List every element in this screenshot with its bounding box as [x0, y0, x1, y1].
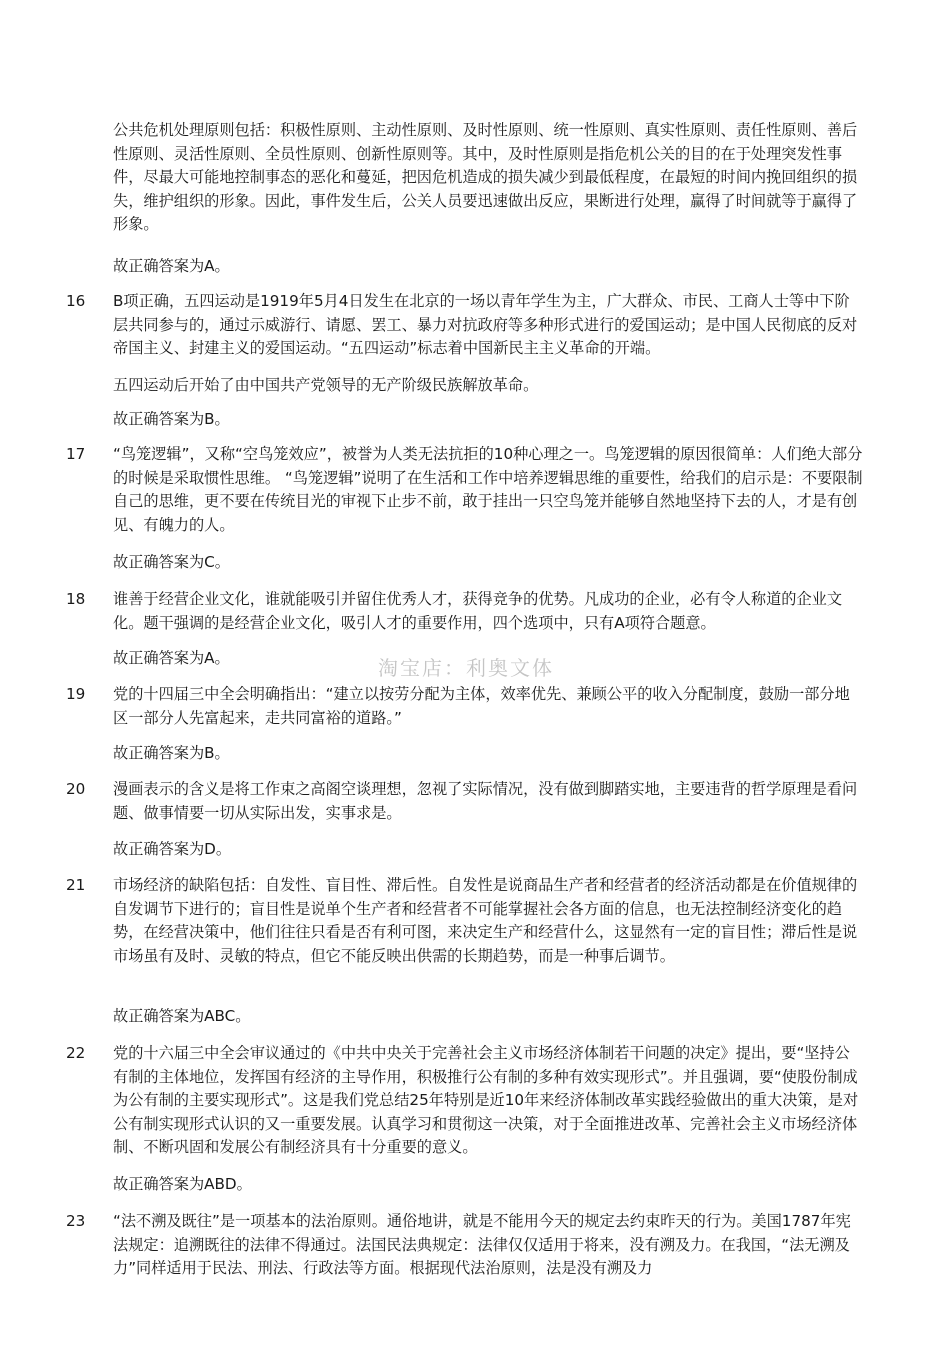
question-number-22: 22	[66, 1044, 86, 1062]
question-number-20: 20	[66, 780, 86, 798]
explanation-19: 党的十四届三中全会明确指出：“建立以按劳分配为主体，效率优先、兼顾公平的收入分配制度，鼓励一部分地区一部分人先富起来，走共同富裕的道路。”	[113, 685, 850, 727]
question-number-17: 17	[66, 445, 86, 463]
explanation-18: 谁善于经营企业文化，谁就能吸引并留住优秀人才，获得竞争的优势。凡成功的企业，必有令人称道的企业文化。题干强调的是经营企业文化，吸引人才的重要作用，四个选项中，只有A项符合题意。	[113, 590, 842, 632]
question-number-21: 21	[66, 876, 86, 894]
answer-20: 故正确答案为D。	[113, 840, 232, 858]
explanation-17: “鸟笼逻辑”，又称“空鸟笼效应”，被誉为人类无法抗拒的10种心理之一。鸟笼逻辑的原因很简单：人们绝大部分的时候是采取惯性思维。 “鸟笼逻辑”说明了在生活和工作中培养逻辑思维的重要性，给我们的启示是：不要限制自己的思维，更不要在传统目光的审视下止步不前，敢于挂出一只空鸟笼并能够自然地坚持下去的人，才是有创见、有魄力的人。	[113, 445, 863, 534]
explanation-20: 漫画表示的含义是将工作束之高阁空谈理想，忽视了实际情况，没有做到脚踏实地，主要违背的哲学原理是看问题、做事情要一切从实际出发，实事求是。	[113, 780, 858, 822]
answer-19: 故正确答案为B。	[113, 744, 230, 762]
answer-16: 故正确答案为B。	[113, 410, 230, 428]
watermark: 淘宝店：利奥文体	[378, 656, 554, 680]
explanation-23: “法不溯及既往”是一项基本的法治原则。通俗地讲，就是不能用今天的规定去约束昨天的行为。美国1787年宪法规定：追溯既往的法律不得通过。法国民法典规定：法律仅仅适用于将来，没有溯及力。在我国，“法无溯及力”同样适用于民法、刑法、行政法等方面。根据现代法治原则，法是没有溯及力	[113, 1212, 851, 1277]
question-number-18: 18	[66, 590, 86, 608]
intro-paragraph: 公共危机处理原则包括：积极性原则、主动性原则、及时性原则、统一性原则、真实性原则、责任性原则、善后性原则、灵活性原则、全员性原则、创新性原则等。其中，及时性原则是指危机公关的目的在于处理突发性事件，尽最大可能地控制事态的恶化和蔓延，把因危机造成的损失减少到最低程度，在最短的时间内挽回组织的损失，维护组织的形象。因此，事件发生后，公关人员要迅速做出反应，果断进行处理，赢得了时间就等于赢得了形象。	[113, 121, 858, 233]
answer-21: 故正确答案为ABC。	[113, 1007, 251, 1025]
question-number-23: 23	[66, 1212, 86, 1230]
explanation-21: 市场经济的缺陷包括：自发性、盲目性、滞后性。自发性是说商品生产者和经营者的经济活动都是在价值规律的自发调节下进行的；盲目性是说单个生产者和经营者不可能掌握社会各方面的信息，也无法控制经济变化的趋势，在经营决策中，他们往往只看是否有利可图，来决定生产和经营什么，这显然有一定的盲目性；滞后性是说市场虽有及时、灵敏的特点，但它不能反映出供需的长期趋势，而是一种事后调节。	[113, 876, 858, 965]
intro-answer: 故正确答案为A。	[113, 257, 230, 275]
question-number-16: 16	[66, 292, 86, 310]
explanation-16-extra: 五四运动后开始了由中国共产党领导的无产阶级民族解放革命。	[113, 376, 539, 394]
answer-22: 故正确答案为ABD。	[113, 1175, 252, 1193]
answer-17: 故正确答案为C。	[113, 553, 230, 571]
answer-18: 故正确答案为A。	[113, 649, 230, 667]
explanation-16: B项正确，五四运动是1919年5月4日发生在北京的一场以青年学生为主，广大群众、市民、工商人士等中下阶层共同参与的，通过示威游行、请愿、罢工、暴力对抗政府等多种形式进行的爱国运动；是中国人民彻底的反对帝国主义、封建主义的爱国运动。“五四运动”标志着中国新民主主义革命的开端。	[113, 292, 858, 357]
explanation-22: 党的十六届三中全会审议通过的《中共中央关于完善社会主义市场经济体制若干问题的决定》提出，要“坚持公有制的主体地位，发挥国有经济的主导作用，积极推行公有制的多种有效实现形式”。并且强调，要“使股份制成为公有制的主要实现形式”。这是我们党总结25年特别是近10年来经济体制改革实践经验做出的重大决策，是对公有制实现形式认识的又一重要发展。认真学习和贯彻这一决策，对于全面推进改革、完善社会主义市场经济体制、不断巩固和发展公有制经济具有十分重要的意义。	[113, 1044, 859, 1156]
question-number-19: 19	[66, 685, 86, 703]
